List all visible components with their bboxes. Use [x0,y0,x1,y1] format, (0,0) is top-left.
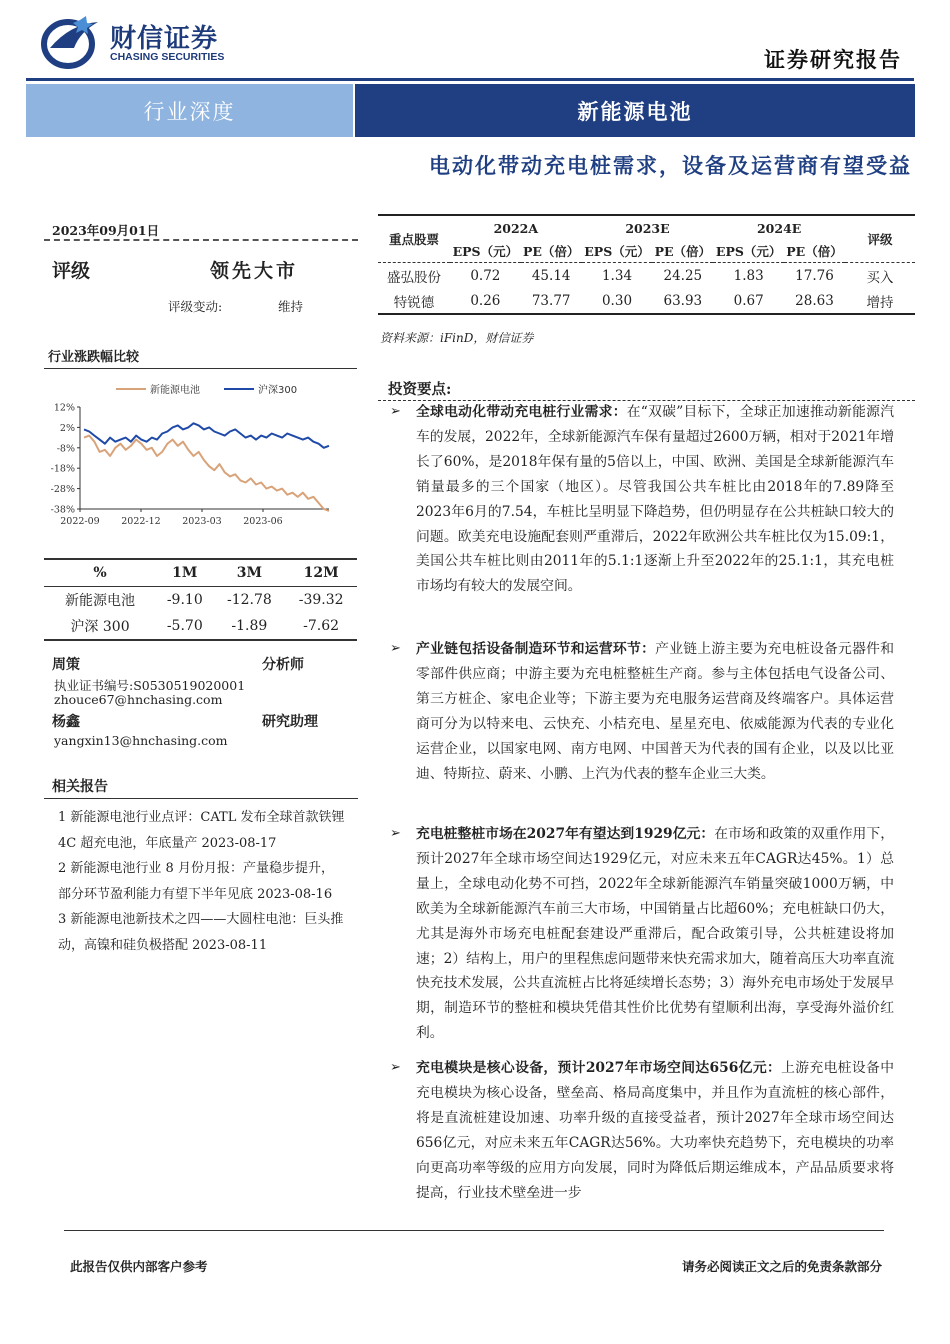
row-name: 新能源电池 [65,593,136,609]
arrow-bullet-icon: ➢ [390,1060,401,1075]
y-tick-label: -28% [50,484,75,496]
col-header: 3M [214,559,286,587]
y-tick-label: -18% [50,463,75,475]
brand-name: 财信证券 [110,24,219,54]
analyst-email[interactable]: yangxin13@hnchasing.com [54,733,228,748]
cell: 45.14 [531,267,571,284]
comparison-title: 行业涨跌幅比较 [48,350,140,365]
report-type: 证券研究报告 [764,47,902,72]
table-row [44,587,357,614]
key-point-head: 充电模块是核心设备，预计2027年市场空间达656亿元： [416,1060,782,1076]
key-point [416,400,894,599]
stock-name: 盛弘股份 [387,269,441,286]
arrow-bullet-icon: ➢ [390,826,401,841]
key-point-body: 产业链上游主要为充电桩设备元器件和零部件供应商；中游主要为充电桩整桩生产商。参与主体包括电气设备公司、第三方桩企、家电企业等；下游主要为充电服务运营商及终端客户。具体运营商可分为以特来电、云快充、小桔充电、星星充电、依威能源为代表的专业化运营企业，以国家电网、南方电网、中国普天为代表的国有企业，以及以比亚迪、特斯拉、蔚来、小鹏、上汽为代表的整车企业三大类。 [416,641,895,782]
rating-change-label: 评级变动: [168,299,223,314]
cell: 63.93 [652,288,713,314]
key-point [416,822,894,1046]
col-header: 12M [285,559,357,587]
cell: -39.32 [298,592,344,608]
y-tick-label: -38% [50,504,75,516]
cell: -7.62 [285,613,357,640]
cell: 0.30 [582,288,653,314]
stock-rating: 增持 [845,288,915,314]
key-stocks-label: 重点股票 [378,215,450,263]
year-header: 2023E [582,215,714,240]
stock-rating: 买入 [866,269,894,286]
key-point-head: 产业链包括设备制造环节和运营环节： [416,641,656,657]
x-tick-label: 2023-03 [182,516,222,527]
rating-value: 领先大市 [210,260,299,282]
year-header: 2024E [713,215,845,240]
comparison-chart [44,368,357,532]
key-points-title: 投资要点: [388,381,452,398]
analyst-email[interactable]: zhouce67@hnchasing.com [54,692,223,707]
analyst-name: 周策 [52,657,80,673]
legend-label: 沪深300 [258,385,298,396]
cell: -5.70 [156,613,213,640]
related-report-item[interactable]: 3 新能源电池新技术之四——大圆柱电池：巨头推动，高镍和硅负极搭配 2023-08-11 [58,912,344,953]
sub-header: PE（倍） [652,240,713,263]
cell: 1.83 [733,267,764,284]
arrow-bullet-icon: ➢ [390,641,401,656]
rating-header: 评级 [845,215,915,263]
sub-header: EPS（元） [450,240,521,263]
table-source: 资料来源：iFinD，财信证券 [380,331,534,345]
key-point [416,637,894,786]
related-report-item[interactable]: 2 新能源电池行业 8 月份月报：产量稳步提升，部分环节盈利能力有望下半年见底 2023-08-16 [58,861,334,902]
cell: 1.34 [601,267,633,284]
y-tick-label: 12% [53,402,75,414]
divider [44,798,358,799]
divider [44,239,358,241]
industry-band: 新能源电池 [355,84,915,137]
performance-table [44,558,357,641]
header-divider [26,78,914,81]
y-tick-label: 2% [59,422,75,434]
x-tick-label: 2022-09 [60,516,100,527]
sub-header: PE（倍） [784,240,845,263]
sub-header: EPS（元） [713,240,784,263]
category-band: 行业深度 [26,84,353,137]
key-point [416,1056,894,1205]
cell: -12.78 [226,592,272,608]
cell: 73.77 [521,288,582,314]
analyst-role: 研究助理 [262,714,318,730]
x-tick-label: 2022-12 [121,516,161,527]
footer-divider [64,1230,884,1231]
cell: 0.72 [470,267,501,284]
col-header: 1M [156,559,213,587]
row-name: 沪深 300 [44,613,156,640]
stock-name: 特锐德 [378,288,450,314]
table-row [378,263,915,289]
cell: 0.67 [713,288,784,314]
analyst-name: 杨鑫 [52,714,80,730]
table-row [44,613,357,640]
rating-label: 评级 [52,260,91,282]
key-point-body: 在“双碳”目标下，全球正加速推动新能源汽车的发展，2022年，全球新能源汽车保有量超过2600万辆，相对于2021年增长了60%，是2018年保有量的5倍以上，中国、欧洲、美国是全球新能源汽车销量最多的三个国家（地区）。尽管我国公共车桩比由2018年的7.89降至2023年6月的7.54，车桩比呈明显下降趋势，但仍明显存在公共桩缺口较大的问题。欧美充电设施配套则严重滞后，2022年欧洲公共车桩比仅为15.09:1，美国公共车桩比则由2011年的5.1:1逐渐上升至2022年的25.1:1，其充电桩市场均有较大的发展空间。 [416,404,895,595]
brand-name-en: CHASING SECURITIES [110,51,225,63]
rating-change-value: 维持 [278,299,304,314]
report-title: 电动化带动充电桩需求，设备及运营商有望受益 [429,153,912,178]
analyst-cert: 执业证书编号:S0530519020001 [54,678,246,693]
key-point-head: 充电桩整桩市场在2027年有望达到1929亿元： [416,826,715,842]
key-point-head: 全球电动化带动充电桩行业需求： [416,404,627,420]
key-point-body: 上游充电桩设备中充电模块为核心设备，壁垒高、格局高度集中，并且作为直流桩的核心部件，将是直流桩建设加速、功率升级的直接受益者，预计2027年全球市场空间达656亿元，对应未来五年CAGR达56%。大功率快充趋势下，充电模块的功率向更高功率等级的应用方向发展，同时为降低后期运维成本，产品品质要求将提高，行业技术壁垒进一步 [416,1060,895,1201]
x-tick-label: 2023-06 [243,516,283,527]
logo-icon [40,14,102,70]
cell: -1.89 [214,613,286,640]
table-row [378,288,915,314]
related-reports-title: 相关报告 [52,779,108,795]
col-header: % [44,559,156,587]
key-point-body: 在市场和政策的双重作用下，预计2027年全球市场空间达1929亿元，对应未来五年CAGR达45%。1）总量上，全球电动化势不可挡，2022年全球新能源汽车销量突破1000万辆，中欧美为全球新能源汽车前三大市场，中国销量占比超60%；充电桩缺口仍大，尤其是海外市场充电桩配套建设严重滞后，配合政策引导，公共桩建设将加速；2）结构上，用户的里程焦虑问题带来快充需求加大，随着高压大功率直流快充技术发展，公共直流桩占比将延续增长态势；3）海外充电市场处于发展早期，制造环节的整桩和模块凭借其性价比优势有望顺利出海，享受海外溢价红利。 [416,826,894,1042]
cell: 28.63 [784,288,845,314]
cell: 0.26 [450,288,521,314]
legend-label: 新能源电池 [150,385,200,396]
chart-svg [44,369,357,532]
sub-header: PE（倍） [521,240,582,263]
analyst-role: 分析师 [262,657,304,673]
footer-disclaimer-link[interactable]: 请务必阅读正文之后的免责条款部分 [681,1259,882,1274]
related-report-item[interactable]: 1 新能源电池行业点评：CATL 发布全球首款铁锂 4C 超充电池，年底量产 2023-08-17 [58,810,345,851]
cell: 24.25 [663,267,703,284]
related-reports-list [58,805,346,958]
key-stocks-table [378,214,915,315]
y-tick-label: -8% [56,443,75,455]
arrow-bullet-icon: ➢ [390,404,401,419]
sub-header: EPS（元） [582,240,653,263]
report-date: 2023年09月01日 [52,223,160,238]
year-header: 2022A [450,215,582,240]
footer-notice: 此报告仅供内部客户参考 [70,1259,208,1274]
cell: 17.76 [795,267,834,284]
cell: -9.10 [166,592,203,608]
series-line [84,436,329,511]
